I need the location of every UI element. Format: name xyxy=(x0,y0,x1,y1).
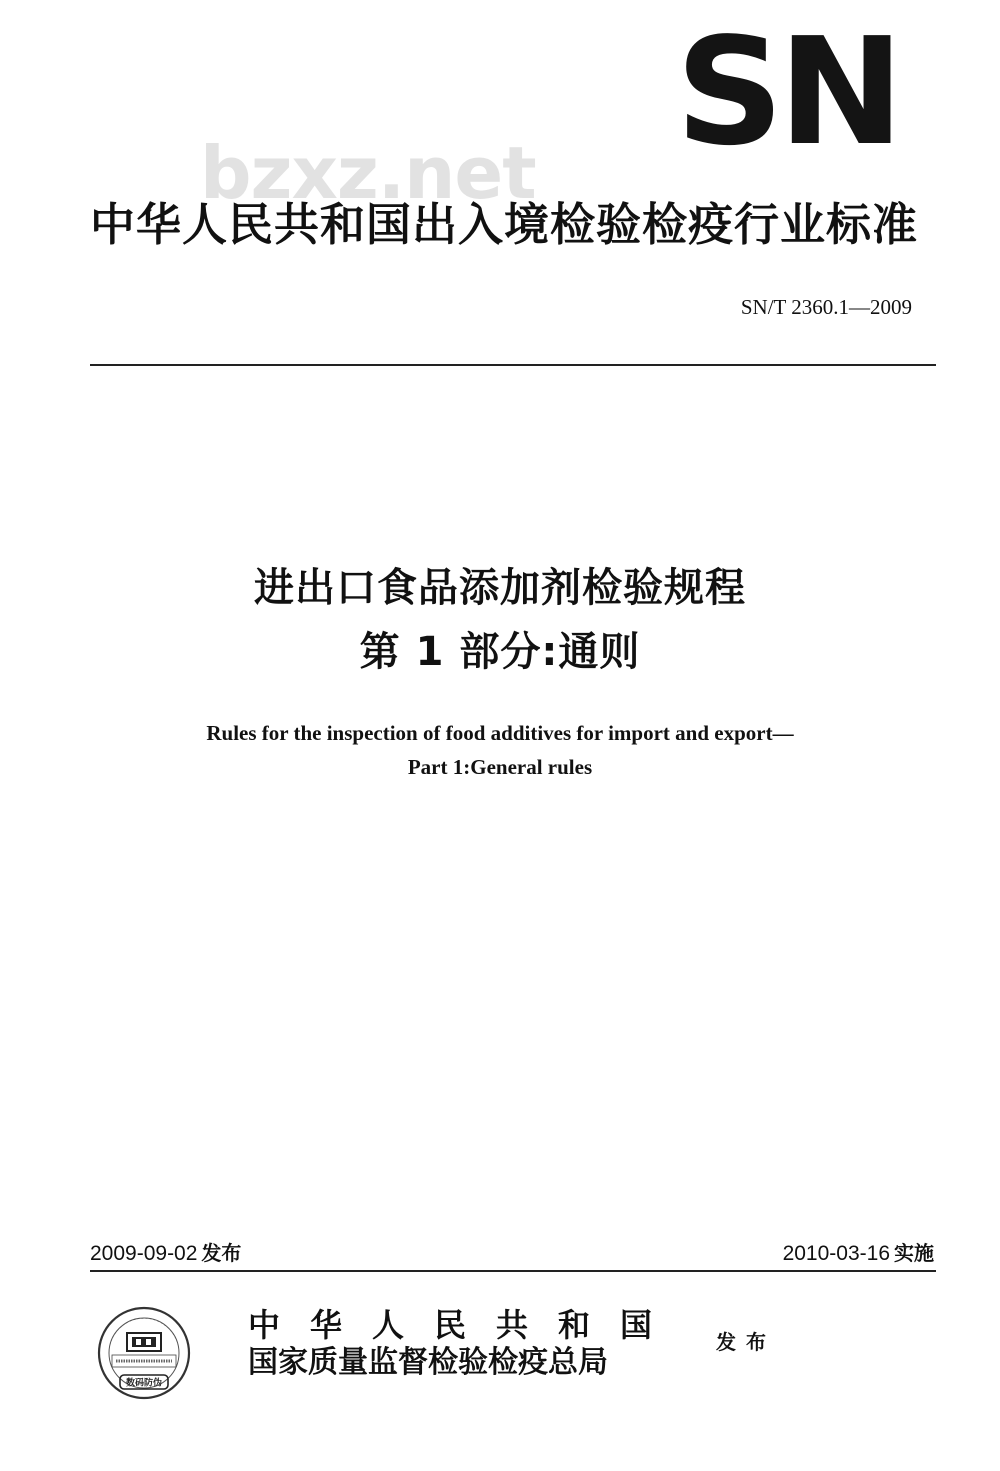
implementation-date-value: 2010-03-16 xyxy=(782,1242,890,1265)
sn-logo: SN xyxy=(675,6,899,178)
document-title-cn: 进出口食品添加剂检验规程 xyxy=(254,565,746,611)
standard-number: SN/T 2360.1—2009 xyxy=(740,295,912,319)
issue-date xyxy=(90,1236,241,1270)
bottom-divider xyxy=(90,1270,936,1272)
issuer-line-2: 国家质量监督检验检疫总局 xyxy=(248,1345,608,1380)
issue-date-label: 发布 xyxy=(201,1241,242,1265)
issuer-verb: 发布 xyxy=(716,1330,776,1354)
implementation-date-label: 实施 xyxy=(894,1241,934,1265)
industry-standard-title: 中华人民共和国出入境检验检疫行业标准 xyxy=(90,198,919,251)
implementation-date xyxy=(783,1236,934,1270)
issue-date-value: 2009-09-02 xyxy=(90,1242,198,1265)
document-subtitle-en: Part 1:General rules xyxy=(407,755,593,779)
document-title-en: Rules for the inspection of food additives for import and export— xyxy=(206,721,794,745)
issuer-line-1: 中华人民共和国 xyxy=(248,1306,683,1344)
top-divider xyxy=(90,364,936,366)
seal-bottom-text: 数码防伪 xyxy=(125,1378,163,1389)
watermark: bzxz.net xyxy=(200,131,536,215)
document-subtitle-cn: 第 1 部分:通则 xyxy=(359,629,641,675)
anti-counterfeit-seal-icon xyxy=(96,1305,192,1401)
